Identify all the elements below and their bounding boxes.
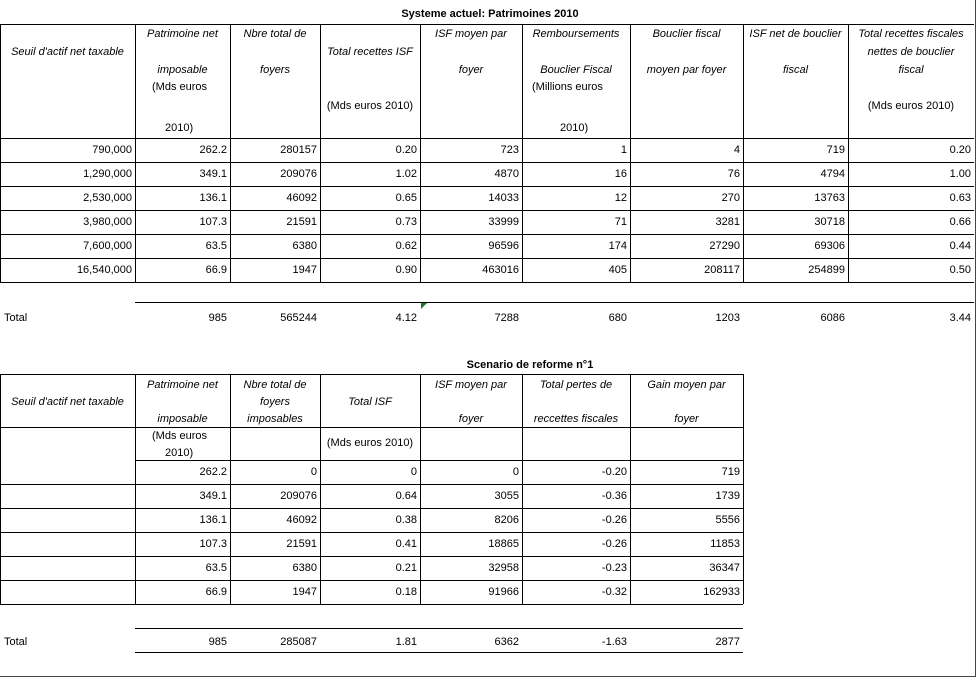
table-cell: 3055 [494, 490, 519, 502]
table-cell: 6380 [292, 562, 317, 574]
grid-hline [0, 374, 743, 375]
table-cell: 0 [410, 466, 417, 478]
grid-hline [135, 302, 974, 303]
table-cell: 209076 [280, 490, 317, 502]
grid-vline [743, 374, 744, 604]
t1-header-remboursements-3: (Millions euros [532, 81, 603, 93]
total-cell: 1203 [715, 312, 740, 324]
table-cell: 209076 [280, 168, 317, 180]
table-cell: 0 [310, 466, 317, 478]
grid-hline [135, 628, 743, 629]
table-cell: 0.90 [395, 264, 417, 276]
t2-header-pertes: Total pertes de [539, 379, 613, 391]
t1-header-total-fiscal-3: fiscal [898, 64, 924, 76]
table-cell: 0.20 [395, 144, 417, 156]
t1-header-foyers-2: foyers [260, 64, 290, 76]
t2-header-gain-2: foyer [674, 413, 699, 425]
grid-vline [230, 24, 231, 282]
table-cell: 46092 [286, 192, 317, 204]
grid-hline [0, 282, 974, 283]
table-cell: 69306 [814, 240, 845, 252]
table-cell: -0.23 [601, 562, 627, 574]
t1-header-patrimoine-3: (Mds euros [152, 81, 208, 93]
t2-header-gain: Gain moyen par [647, 379, 726, 391]
total-cell: 3.44 [949, 312, 971, 324]
grid-vline [0, 374, 1, 604]
table-cell: 63.5 [205, 240, 227, 252]
t2-header-total-isf: Total ISF [348, 396, 392, 408]
table-cell: 32958 [488, 562, 519, 574]
grid-hline [135, 460, 743, 461]
table-cell: 1,290,000 [83, 168, 132, 180]
table2-title: Scenario de reforme n°1 [466, 359, 594, 371]
table-cell: 91966 [488, 586, 519, 598]
table-cell: 0.44 [949, 240, 971, 252]
t1-header-remboursements: Remboursements [532, 28, 620, 40]
grid-vline [630, 24, 631, 282]
table-cell: 13763 [814, 192, 845, 204]
table-cell: 463016 [482, 264, 519, 276]
table-cell: 405 [608, 264, 627, 276]
t1-header-seuil: Seuil d'actif net taxable [11, 46, 124, 58]
t1-header-bouclier-2: moyen par foyer [646, 64, 727, 76]
grid-hline [135, 652, 743, 653]
table-cell: 18865 [488, 538, 519, 550]
grid-vline [135, 24, 136, 282]
grid-vline [0, 24, 1, 282]
t2-header-seuil: Seuil d'actif net taxable [11, 396, 124, 408]
grid-hline [0, 508, 743, 509]
table-cell: 270 [721, 192, 740, 204]
grid-vline [630, 374, 631, 604]
table-cell: 280157 [280, 144, 317, 156]
grid-vline [743, 24, 744, 282]
t2-header-isf-moyen: ISF moyen par [435, 379, 507, 391]
grid-vline [135, 374, 136, 604]
table-cell: 162933 [703, 586, 740, 598]
t2-header-patrimoine-4: 2010) [165, 447, 194, 459]
t1-header-recettes-2: (Mds euros 2010) [326, 100, 414, 112]
table-cell: 0.65 [395, 192, 417, 204]
grid-vline [420, 374, 421, 604]
table-cell: 5556 [715, 514, 740, 526]
grid-vline [230, 374, 231, 604]
t1-header-patrimoine-2: imposable [157, 64, 208, 76]
table-cell: 0.73 [395, 216, 417, 228]
total-cell: 6086 [820, 312, 845, 324]
table-cell: 719 [721, 466, 740, 478]
table-cell: 0.66 [949, 216, 971, 228]
t1-header-patrimoine-4: 2010) [165, 122, 194, 134]
table-cell: 0.41 [395, 538, 417, 550]
table-cell: -0.32 [601, 586, 627, 598]
table-cell: 254899 [808, 264, 845, 276]
error-indicator-icon [421, 303, 427, 309]
grid-hline [0, 210, 974, 211]
table-cell: 4794 [820, 168, 845, 180]
grid-hline [0, 604, 743, 605]
table-cell: 63.5 [205, 562, 227, 574]
table-cell: 46092 [286, 514, 317, 526]
t2-header-foyers: Nbre total de [243, 379, 307, 391]
table-cell: 71 [614, 216, 627, 228]
grid-hline [0, 427, 743, 428]
t2-header-pertes-2: reccettes fiscales [533, 413, 619, 425]
grid-hline [0, 138, 974, 139]
grid-vline [522, 374, 523, 604]
total-cell: 680 [608, 312, 627, 324]
table-cell: 107.3 [199, 216, 227, 228]
t1-header-patrimoine: Patrimoine net [147, 28, 218, 40]
table-cell: 96596 [488, 240, 519, 252]
t2-header-isf-moyen-2: foyer [458, 413, 484, 425]
grid-vline [848, 24, 849, 282]
t2-header-foyers-3: imposables [247, 413, 303, 425]
table-cell: 36347 [709, 562, 740, 574]
total-cell: 7288 [494, 312, 519, 324]
table-cell: 0.63 [949, 192, 971, 204]
table-cell: -0.26 [601, 538, 627, 550]
grid-vline [420, 24, 421, 282]
table-cell: 11853 [710, 538, 740, 550]
table-cell: 21591 [286, 216, 317, 228]
table-cell: 2,530,000 [83, 192, 132, 204]
grid-hline [0, 580, 743, 581]
t2-header-total-isf-2: (Mds euros 2010) [326, 437, 414, 449]
table-cell: 136.1 [199, 192, 227, 204]
table-cell: 0.38 [395, 514, 417, 526]
table-cell: 66.9 [205, 586, 227, 598]
table-cell: 4870 [494, 168, 519, 180]
table-cell: 0.64 [395, 490, 417, 502]
total-cell: 4.12 [395, 312, 417, 324]
grid-vline [522, 24, 523, 282]
table-cell: 208117 [704, 264, 740, 276]
t2-header-foyers-2: foyers [260, 396, 290, 408]
table-cell: 4 [733, 144, 740, 156]
table-cell: 1739 [715, 490, 740, 502]
table-cell: 0.18 [395, 586, 417, 598]
total-cell: -1.63 [601, 636, 627, 648]
table-cell: 136.1 [199, 514, 227, 526]
t1-header-isf-net-2: fiscal [782, 64, 809, 76]
table-cell: 0.62 [395, 240, 417, 252]
total-cell: 985 [208, 636, 227, 648]
table-cell: -0.36 [601, 490, 627, 502]
table-cell: 1.00 [949, 168, 971, 180]
table-cell: 27290 [709, 240, 740, 252]
table-cell: 8206 [494, 514, 519, 526]
table-cell: 349.1 [199, 168, 227, 180]
table-cell: 30718 [814, 216, 845, 228]
table-cell: 1.02 [395, 168, 417, 180]
t1-header-total-fiscal: Total recettes fiscales [858, 28, 964, 40]
table-cell: 1947 [292, 264, 317, 276]
t2-header-patrimoine-3: (Mds euros [152, 430, 208, 442]
total-cell: 985 [208, 312, 227, 324]
grid-vline [320, 24, 321, 282]
grid-hline [0, 532, 743, 533]
t1-header-bouclier: Bouclier fiscal [652, 28, 721, 40]
grid-hline [0, 258, 974, 259]
table-cell: 0.20 [949, 144, 971, 156]
total-label: Total [4, 312, 28, 324]
t1-header-remboursements-2: Bouclier Fiscal [540, 64, 612, 76]
table-cell: 1947 [292, 586, 317, 598]
t1-header-isf-moyen-2: foyer [458, 64, 484, 76]
total-cell: 6362 [494, 636, 519, 648]
t1-header-recettes: Total recettes ISF [327, 46, 413, 58]
table-cell: 3,980,000 [83, 216, 132, 228]
table-cell: -0.20 [601, 466, 627, 478]
table-cell: 719 [826, 144, 845, 156]
t1-header-total-fiscal-4: (Mds euros 2010) [867, 100, 955, 112]
total-label: Total [4, 636, 28, 648]
grid-hline [0, 186, 974, 187]
grid-hline [0, 556, 743, 557]
grid-hline [0, 484, 743, 485]
grid-hline [0, 162, 974, 163]
t2-header-patrimoine: Patrimoine net [147, 379, 218, 391]
table-cell: 262.2 [199, 466, 227, 478]
t1-header-remboursements-4: 2010) [560, 122, 589, 134]
t2-header-patrimoine-2: imposable [157, 413, 208, 425]
table-cell: 1 [620, 144, 627, 156]
table-cell: -0.26 [601, 514, 627, 526]
table-cell: 76 [727, 168, 740, 180]
table-cell: 262.2 [199, 144, 227, 156]
t1-header-isf-moyen: ISF moyen par [435, 28, 507, 40]
table-cell: 107.3 [199, 538, 227, 550]
table-cell: 790,000 [92, 144, 132, 156]
table-cell: 3281 [715, 216, 740, 228]
table-cell: 66.9 [205, 264, 227, 276]
total-cell: 2877 [715, 636, 740, 648]
total-cell: 565244 [280, 312, 317, 324]
table-cell: 16,540,000 [76, 264, 132, 276]
table-cell: 174 [608, 240, 627, 252]
table-cell: 723 [500, 144, 519, 156]
table-cell: 33999 [488, 216, 519, 228]
table-cell: 21591 [286, 538, 317, 550]
table-cell: 7,600,000 [83, 240, 132, 252]
table-cell: 14033 [488, 192, 519, 204]
table1-title: Systeme actuel: Patrimoines 2010 [401, 8, 579, 20]
t1-header-foyers: Nbre total de [243, 28, 307, 40]
table-cell: 6380 [292, 240, 317, 252]
total-cell: 1.81 [395, 636, 417, 648]
table-cell: 0.21 [395, 562, 417, 574]
t1-header-isf-net: ISF net de bouclier [749, 28, 842, 40]
table-cell: 12 [614, 192, 627, 204]
grid-hline [0, 24, 974, 25]
grid-vline [320, 374, 321, 604]
t1-header-total-fiscal-2: nettes de bouclier [867, 46, 955, 58]
table-cell: 0.50 [949, 264, 971, 276]
grid-hline [0, 234, 974, 235]
total-cell: 285087 [280, 636, 317, 648]
table-cell: 0 [512, 466, 519, 478]
table-cell: 349.1 [199, 490, 227, 502]
table-cell: 16 [614, 168, 627, 180]
